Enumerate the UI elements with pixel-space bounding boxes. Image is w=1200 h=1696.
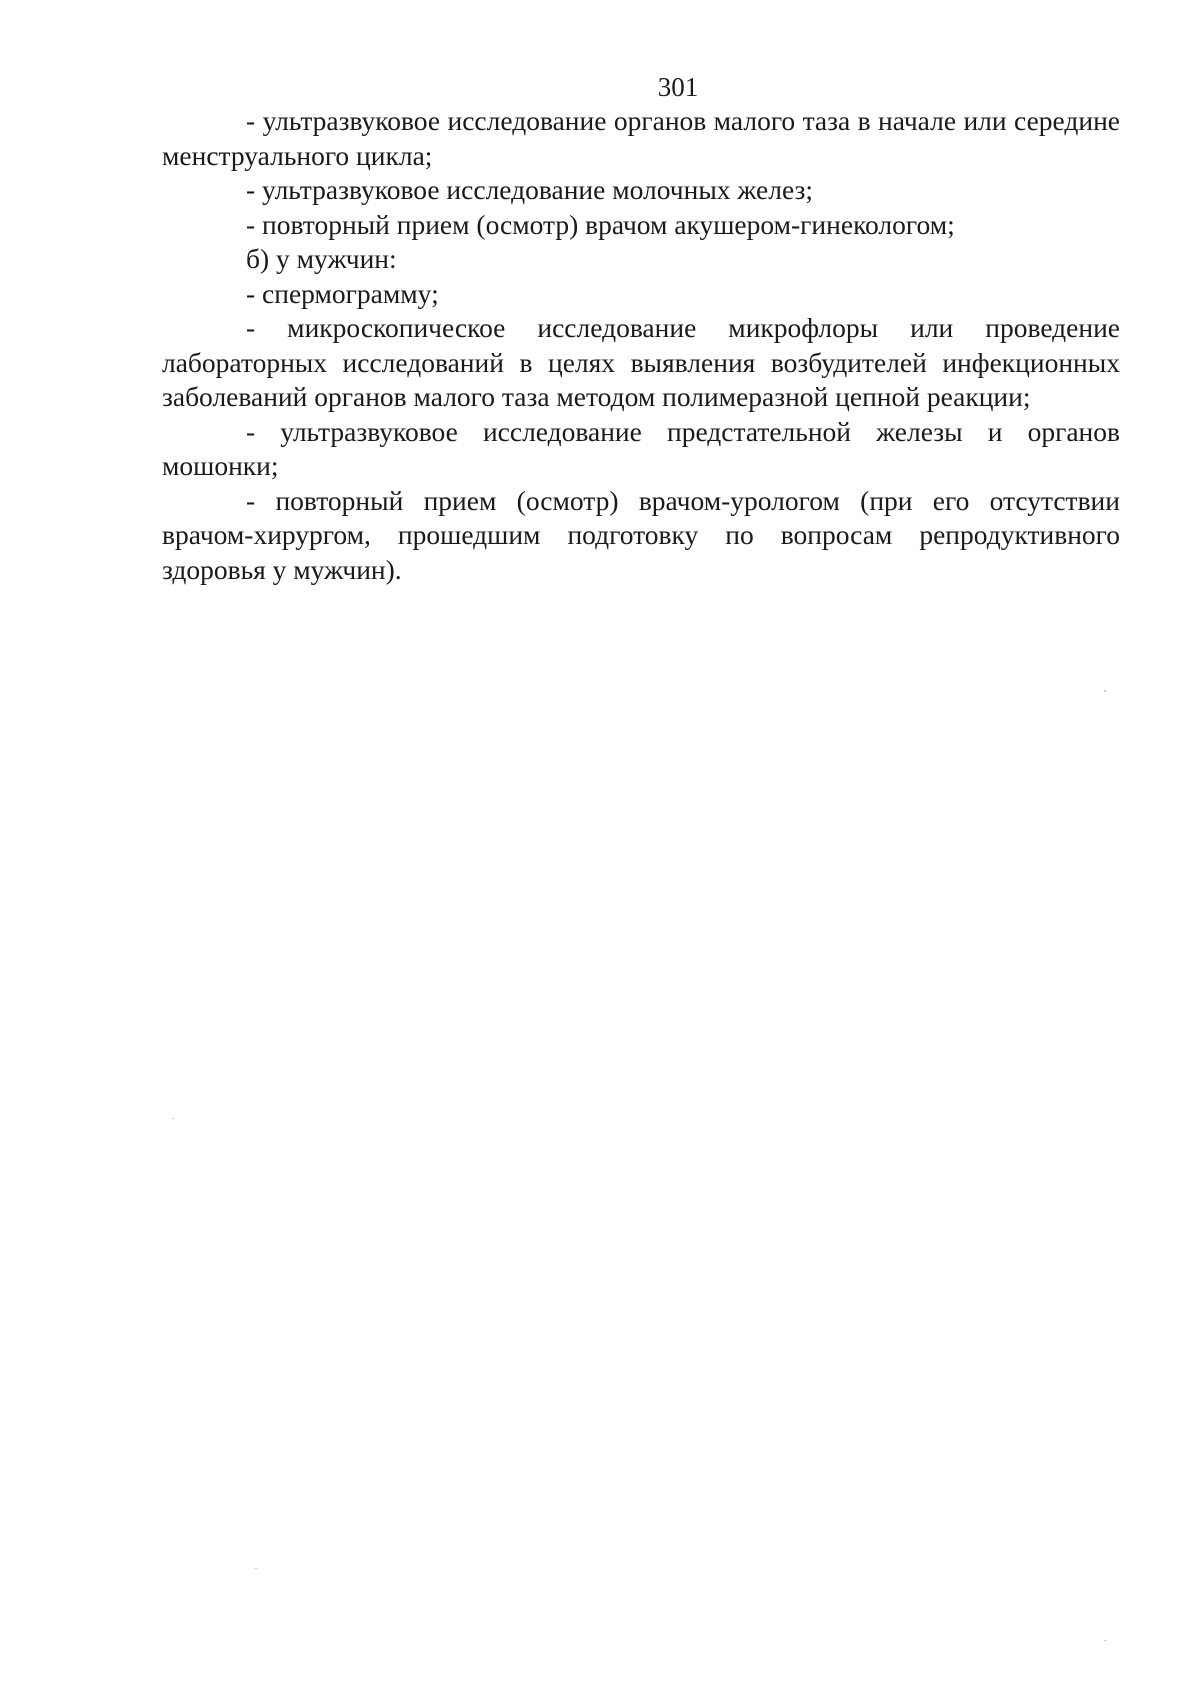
- document-body: [162, 104, 1120, 587]
- paragraph-spermogram: - спермограмму;: [246, 277, 439, 309]
- paragraph-men-heading: б) у мужчин:: [246, 243, 397, 274]
- paragraph-repeat-urologist: - повторный прием (осмотр) врачом-урологом (при его отсутствии врачом-хирургом, прошедшим подготовку по вопросам репродуктивного здоровья у мужчин).: [162, 484, 1120, 585]
- paragraph-ultrasound-breast: - ультразвуковое исследование молочных желез;: [246, 174, 814, 205]
- paragraph-repeat-gynecologist: - повторный прием (осмотр) врачом акушером-гинекологом;: [246, 208, 955, 240]
- scan-speck: [1104, 690, 1106, 692]
- paragraph-ultrasound-pelvis: - ультразвуковое исследование органов малого таза в начале или середине менструального цикла;: [162, 105, 1120, 171]
- paragraph-ultrasound-prostate: - ультразвуковое исследование предстательной железы и органов мошонки;: [162, 415, 1120, 481]
- scan-speck: [1104, 1640, 1106, 1641]
- page-number: 301: [657, 72, 699, 102]
- scan-speck: [255, 1568, 257, 1569]
- scan-speck: [172, 1118, 174, 1119]
- paragraph-microscopy-pcr: - микроскопическое исследование микрофлоры или проведение лабораторных исследований в целях выявления возбудителей инфекционных заболеваний органов малого таза методом полимеразной цепной реакции;: [162, 312, 1120, 412]
